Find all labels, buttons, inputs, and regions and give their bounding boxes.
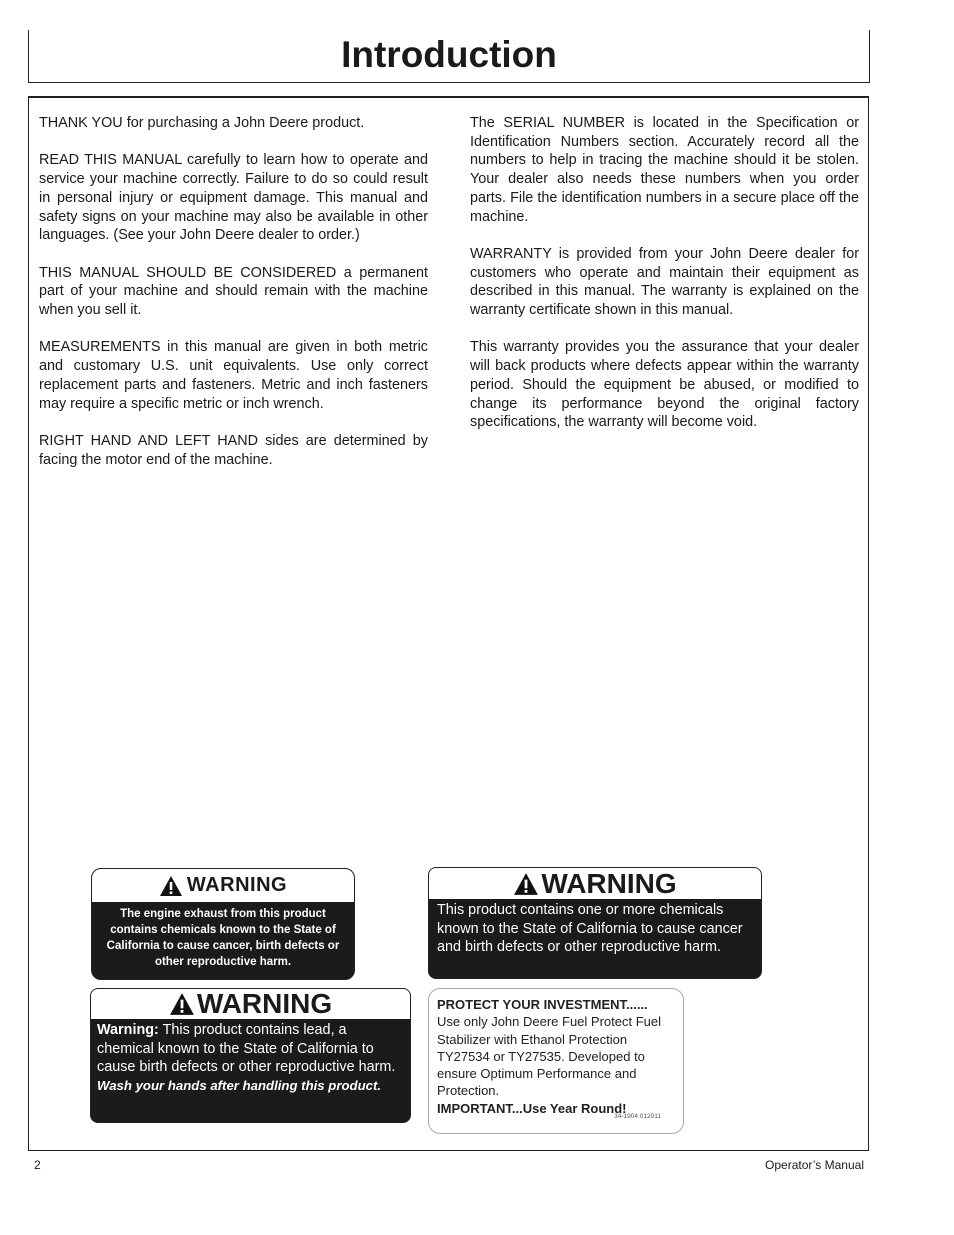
warning-header <box>91 989 410 1019</box>
left-column <box>39 114 428 488</box>
paragraph: READ THIS MANUAL carefully to learn how to operate and service your machine correctly. Failure to do so could result in personal injury or equipment damage. This manual and safety signs on your machine may also be available in other languages. (See your John Deere dealer to order.) <box>39 152 428 244</box>
warning-header <box>429 868 761 899</box>
right-column <box>470 114 859 451</box>
warning-label-exhaust <box>91 868 355 980</box>
warning-header <box>92 869 354 902</box>
paragraph: THIS MANUAL SHOULD BE CONSIDERED a permanent part of your machine and should remain with the machine when you sell it. <box>39 264 428 318</box>
warning-text-block <box>91 1019 410 1098</box>
protect-text: Use only John Deere Fuel Protect Fuel Stabilizer with Ethanol Protection TY27534 or TY27535. Developed to ensure Optimum Performance and Protection. <box>437 1014 661 1099</box>
manual-name: Operator’s Manual <box>765 1158 864 1172</box>
warning-triangle-icon <box>159 875 183 897</box>
protect-heading: PROTECT YOUR INVESTMENT...... <box>437 997 648 1012</box>
page-number: 2 <box>34 1158 41 1172</box>
paragraph: This warranty provides you the assurance that your dealer will back products where defects appear within the warranty period. Should the equipment be abused, or modified to change its performance beyond the original factory specifications, the warranty will become void. <box>470 339 859 431</box>
warning-text: This product contains one or more chemicals known to the State of California to cause cancer and birth defects or other reproductive harm. <box>437 902 743 956</box>
warning-lead-label: Warning: <box>97 1022 159 1038</box>
paragraph: MEASUREMENTS in this manual are given in both metric and customary U.S. unit equivalents. Use only correct replacement parts and fasteners. Metric and inch fasteners may require a specific metric or inch wrench. <box>39 339 428 412</box>
warning-triangle-icon <box>169 992 195 1016</box>
warning-title: WARNING <box>196 988 333 1019</box>
page-title: Introduction <box>341 34 557 75</box>
content-box <box>28 96 869 1151</box>
label-code: 34-1904 012011 <box>614 1112 661 1120</box>
title-box <box>28 30 870 83</box>
paragraph: The SERIAL NUMBER is located in the Specification or Identification Numbers section. Accurately record all the numbers to help in tracing the machine should it be stolen. Your dealer also needs these numbers when you order parts. File the identification numbers in a secure place off the machine. <box>470 115 859 225</box>
protect-investment-label <box>428 988 684 1134</box>
paragraph: THANK YOU for purchasing a John Deere product. <box>39 115 365 131</box>
warning-title: WARNING <box>186 874 288 896</box>
warning-triangle-icon <box>513 872 539 896</box>
warning-label-lead <box>90 988 411 1123</box>
wash-hands-text: Wash your hands after handling this product. <box>97 1078 382 1094</box>
warning-text: This product contains lead, a chemical known to the State of California to cause birth defects or other reproductive harm. <box>97 1022 396 1076</box>
warning-title: WARNING <box>541 867 677 899</box>
paragraph: RIGHT HAND AND LEFT HAND sides are determined by facing the motor end of the machine. <box>39 432 428 468</box>
protect-important: IMPORTANT...Use Year Round! <box>437 1100 627 1116</box>
warning-label-chemicals <box>428 867 762 979</box>
warning-text: The engine exhaust from this product contains chemicals known to the State of California to cause cancer, birth defects or other reproductive harm. <box>106 908 340 968</box>
paragraph: WARRANTY is provided from your John Deere dealer for customers who operate and maintain their equipment as described in this manual. The warranty is explained on the warranty certificate shown in this manual. <box>470 245 859 319</box>
